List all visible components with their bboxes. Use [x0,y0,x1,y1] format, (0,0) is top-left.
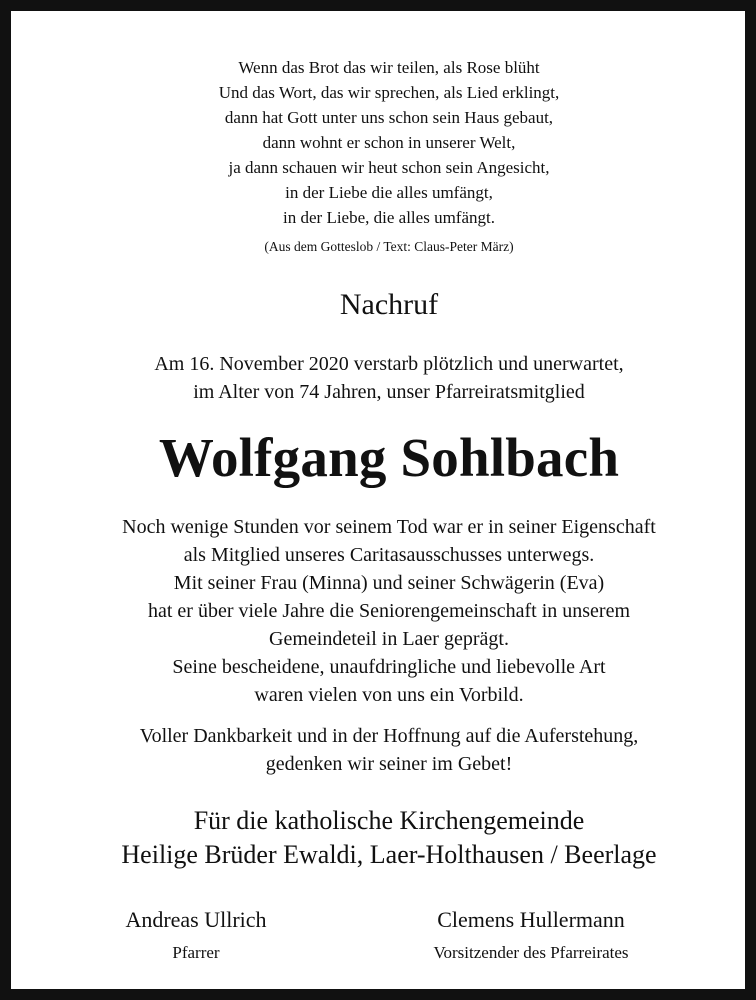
intro-line: im Alter von 74 Jahren, unser Pfarreiratsmitglied [193,381,585,403]
poem-line: dann wohnt er schon in unserer Welt, [262,133,516,152]
poem-line: in der Liebe die alles umfängt, [285,183,493,202]
tribute-line: hat er über viele Jahre die Seniorengemeinschaft in unserem [147,600,631,622]
poem-credit-text: (Aus dem Gotteslob / Text: Claus-Peter März) [264,239,514,254]
signatory-name: Andreas Ullrich [125,907,267,932]
signatory-name: Clemens Hullermann [437,907,625,932]
thanks-line: Voller Dankbarkeit und in der Hoffnung auf die Auferstehung, [139,725,639,747]
tribute-line: Seine bescheidene, unaufdringliche und liebevolle Art [172,656,606,678]
poem-line: Wenn das Brot das wir teilen, als Rose blüht [238,58,540,77]
tribute-line: Mit seiner Frau (Minna) und seiner Schwägerin (Eva) [173,572,605,594]
tribute-line: Noch wenige Stunden vor seinem Tod war er in seiner Eigenschaft [122,516,656,538]
obituary-heading [11,284,756,326]
signatory-role: Pfarrer [172,943,220,962]
signatory-pastor [81,903,311,966]
signatory-role: Vorsitzender des Pfarreirates [433,943,629,962]
deceased-name [11,423,756,493]
organization-line: Für die katholische Kirchengemeinde [193,806,585,835]
tribute-line: als Mitglied unseres Caritasausschusses unterwegs. [183,544,595,566]
poem-line: in der Liebe, die alles umfängt. [283,208,495,227]
poem [11,55,756,230]
intro-text [11,350,756,406]
heading-text: Nachruf [339,288,439,321]
tribute-line: waren vielen von uns ein Vorbild. [254,684,524,706]
tribute-text [11,513,756,709]
thanks-line: gedenken wir seiner im Gebet! [265,753,513,775]
poem-credit [11,237,756,257]
poem-line: Und das Wort, das wir sprechen, als Lied erklingt, [218,83,560,102]
organization-line: Heilige Brüder Ewaldi, Laer-Holthausen / Beerlage [121,840,657,869]
organization [11,804,756,872]
signatory-council-chair [371,903,691,966]
poem-line: ja dann schauen wir heut schon sein Angesicht, [228,158,550,177]
deceased-name-text: Wolfgang Sohlbach [158,427,620,488]
thanks-text [11,722,756,778]
intro-line: Am 16. November 2020 verstarb plötzlich und unerwartet, [154,353,624,375]
poem-line: dann hat Gott unter uns schon sein Haus gebaut, [224,108,554,127]
tribute-line: Gemeindeteil in Laer geprägt. [269,628,509,650]
